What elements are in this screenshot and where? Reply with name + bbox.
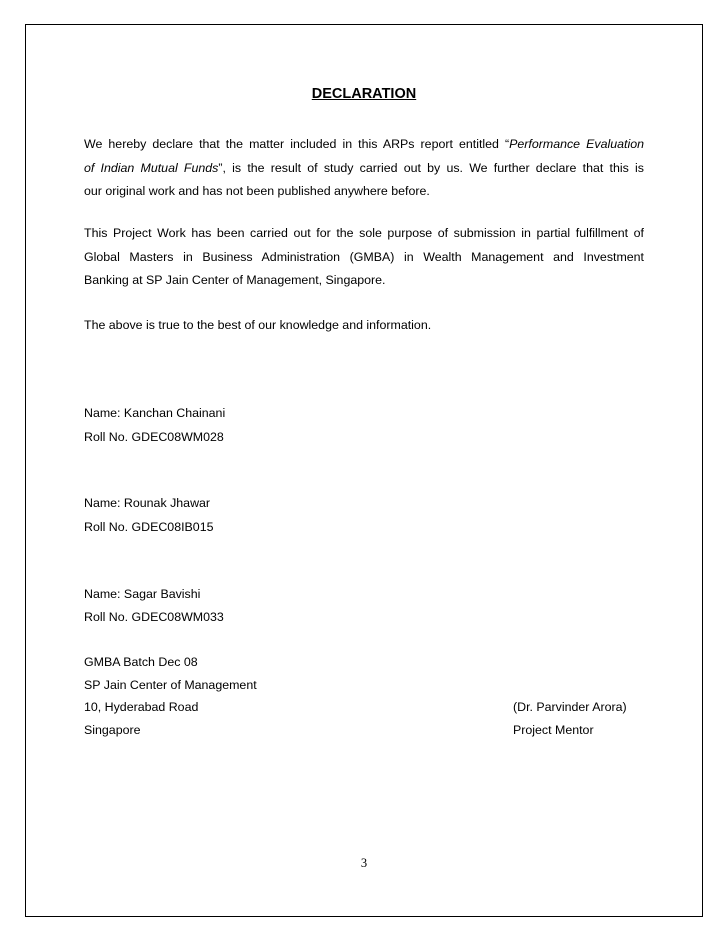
paragraph-line: of Indian Mutual Funds”, is the result of study carried out by us. We further declare that this is: [84, 160, 644, 175]
paragraph-line: This Project Work has been carried out for the sole purpose of submission in partial fulfillment of: [84, 226, 644, 240]
mentor-role: Project Mentor: [513, 723, 594, 737]
paragraph-line: Global Masters in Business Administration (GMBA) in Wealth Management and Investment: [84, 249, 644, 264]
street-line: 10, Hyderabad Road: [84, 700, 199, 714]
mentor-name: (Dr. Parvinder Arora): [513, 700, 627, 714]
student-roll-number: Roll No. GDEC08IB015: [84, 520, 214, 534]
country-line: Singapore: [84, 723, 141, 737]
student-name: Name: Kanchan Chainani: [84, 406, 226, 420]
student-name: Name: Sagar Bavishi: [84, 587, 201, 601]
student-roll-number: Roll No. GDEC08WM028: [84, 430, 224, 444]
paragraph-line: our original work and has not been published anywhere before.: [84, 184, 430, 198]
page-number: 3: [360, 856, 368, 870]
institution-line: SP Jain Center of Management: [84, 678, 257, 692]
student-name: Name: Rounak Jhawar: [84, 496, 211, 510]
page-title: DECLARATION: [311, 86, 417, 102]
declaration-paragraph-1: [84, 133, 644, 204]
declaration-paragraph-2: [84, 222, 644, 293]
batch-line: GMBA Batch Dec 08: [84, 655, 198, 669]
paragraph-line: Banking at SP Jain Center of Management, Singapore.: [84, 273, 386, 287]
paragraph-line: We hereby declare that the matter included in this ARPs report entitled “Performance Evaluation: [84, 137, 644, 151]
student-roll-number: Roll No. GDEC08WM033: [84, 610, 224, 624]
declaration-paragraph-3: The above is true to the best of our knowledge and information.: [84, 318, 432, 332]
